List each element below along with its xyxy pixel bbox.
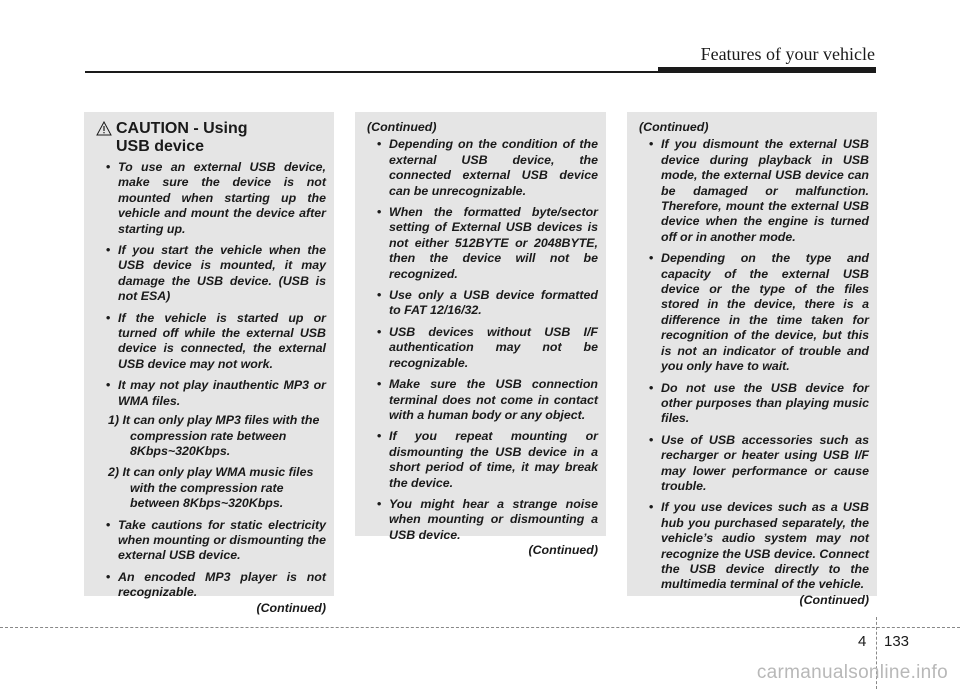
- header-rule-accent: [658, 67, 876, 73]
- list-item: • Use of USB accessories such as recharger or heater using USB I/F may lower performance or cause trouble.: [639, 433, 869, 495]
- list-item: • Do not use the USB device for other purposes than playing music files.: [639, 381, 869, 427]
- list-item: • To use an external USB device, make sure the device is not mounted when starting up the vehicle and mount the device after starting up.: [96, 160, 326, 237]
- list-item: • Make sure the USB connection terminal does not come in contact with a human body or any object.: [367, 377, 598, 423]
- caution-title-line2: USB device: [116, 138, 205, 155]
- page-number: 133: [884, 633, 910, 650]
- list-item: • An encoded MP3 player is not recognizable.: [96, 570, 326, 601]
- list-item: • You might hear a strange noise when mounting or dismounting a USB device.: [367, 497, 598, 543]
- list-item: • Depending on the condition of the external USB device, the connected external USB device can be unrecognizable.: [367, 137, 598, 199]
- caution-title-line1: CAUTION - Using: [116, 120, 248, 137]
- caution-sublist: [96, 413, 326, 511]
- warning-triangle-icon: [96, 121, 112, 136]
- caution-list-1b: [96, 518, 326, 601]
- continued-label: (Continued): [256, 600, 326, 615]
- caution-box-3: [627, 112, 877, 607]
- list-item: • If you use devices such as a USB hub you purchased separately, the vehicle’s audio system may not recognize the USB device. Connect the USB device directly to the multimedia terminal of the vehicle.: [639, 500, 869, 592]
- list-item: • If you repeat mounting or dismounting the USB device in a short period of time, it may break the device.: [367, 429, 598, 491]
- caution-box-1: [84, 112, 334, 615]
- header-rule: [85, 71, 665, 73]
- caution-heading: [96, 120, 326, 156]
- list-item: • Depending on the type and capacity of the external USB device or the type of the files stored in the device, there is a difference in the time taken for recognition of the device, but this is not an indicator of trouble and you only have to wait.: [639, 251, 869, 374]
- list-item: • If you dismount the external USB device during playback in USB mode, the external USB device can be damaged or malfunction. Therefore, mount the external USB device when the engine is turned off or in another mode.: [639, 137, 869, 245]
- chapter-number: 4: [858, 633, 867, 650]
- continued-label: (Continued): [639, 120, 709, 134]
- list-item: • When the formatted byte/sector setting of External USB devices is not either 512BYTE or 2048BYTE, then the device will not be recognized.: [367, 205, 598, 282]
- sub-list-item: 1) It can only play MP3 files with the compression rate between 8Kbps~320Kbps.: [108, 413, 320, 458]
- list-item: • Take cautions for static electricity when mounting or dismounting the external USB device.: [96, 518, 326, 564]
- list-item: • It may not play inauthentic MP3 or WMA files.: [96, 378, 326, 409]
- continued-label: (Continued): [367, 120, 437, 134]
- list-item: • If the vehicle is started up or turned off while the external USB device is connected, the external USB device may not work.: [96, 311, 326, 373]
- caution-box-2: [355, 112, 606, 558]
- sub-list-item: 2) It can only play WMA music files with the compression rate between 8Kbps~320Kbps.: [108, 465, 314, 511]
- list-item: • If you start the vehicle when the USB device is mounted, it may damage the USB device. (USB is not ESA): [96, 243, 326, 305]
- section-title: Features of your vehicle: [700, 44, 875, 64]
- caution-list-2: [367, 137, 598, 543]
- list-item: • Use only a USB device formatted to FAT 12/16/32.: [367, 288, 598, 319]
- list-item: • USB devices without USB I/F authentication may not be recognizable.: [367, 325, 598, 371]
- footer-rule: [0, 627, 960, 628]
- continued-label: (Continued): [528, 543, 598, 558]
- watermark: carmanualsonline.info: [756, 662, 948, 683]
- continued-label: (Continued): [799, 592, 869, 607]
- caution-list-1: [96, 160, 326, 409]
- caution-list-3: [639, 137, 869, 592]
